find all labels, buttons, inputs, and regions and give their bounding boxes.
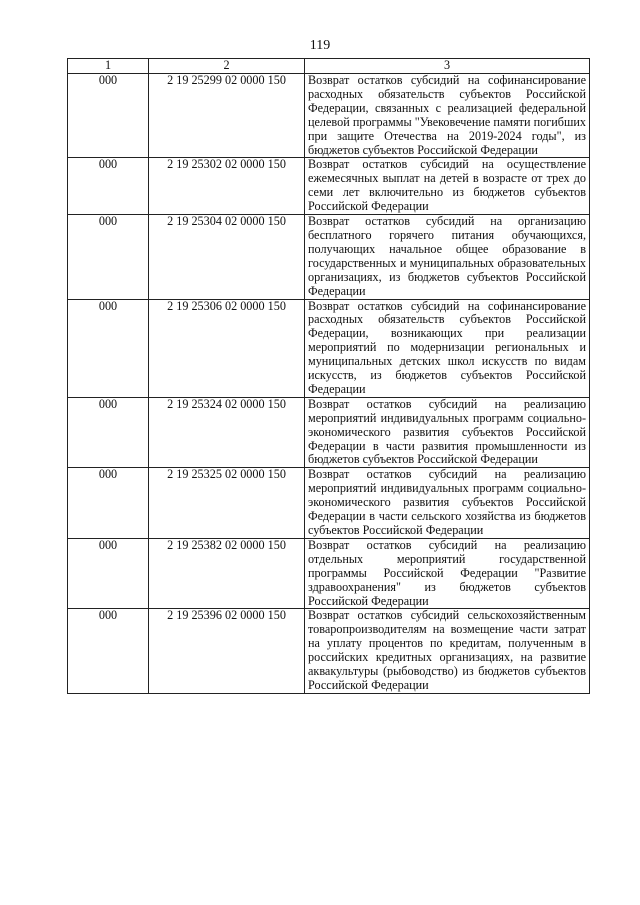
admin-code-cell: 000 [68,397,149,468]
budget-code-cell: 2 19 25306 02 0000 150 [149,299,305,397]
table-row [68,397,590,468]
budget-code-cell: 2 19 25302 02 0000 150 [149,158,305,215]
budget-code-cell: 2 19 25382 02 0000 150 [149,538,305,609]
admin-code-cell: 000 [68,215,149,299]
budget-code-cell: 2 19 25299 02 0000 150 [149,74,305,158]
table-row [68,609,590,693]
column-header-1: 1 [68,59,149,74]
budget-code-cell: 2 19 25325 02 0000 150 [149,468,305,539]
admin-code-cell: 000 [68,468,149,539]
admin-code-cell: 000 [68,538,149,609]
budget-code-cell: 2 19 25396 02 0000 150 [149,609,305,693]
description-cell: Возврат остатков субсидий сельскохозяйственным товаропроизводителям на возмещение части затрат на уплату процентов по кредитам, полученным в российских кредитных организациях, на развитие аквакультуры (рыбоводство) из бюджетов субъектов Российской Федерации [305,609,590,693]
budget-codes-table [67,58,590,694]
table-row [68,158,590,215]
description-cell: Возврат остатков субсидий на софинансирование расходных обязательств субъектов Российской Федерации, связанных с реализацией федеральной целевой программы "Увековечение памяти погибших при защите Отечества на 2019-2024 годы", из бюджетов субъектов Российской Федерации [305,74,590,158]
table-row [68,74,590,158]
description-cell: Возврат остатков субсидий на организацию бесплатного горячего питания обучающихся, получающих начальное общее образование в государственных и муниципальных образовательных организациях, из бюджетов субъектов Российской Федерации [305,215,590,299]
description-cell: Возврат остатков субсидий на софинансирование расходных обязательств субъектов Российской Федерации, возникающих при реализации мероприятий по модернизации региональных и муниципальных детских школ искусств по видам искусств, из бюджетов субъектов Российской Федерации [305,299,590,397]
description-cell: Возврат остатков субсидий на осуществление ежемесячных выплат на детей в возрасте от трех до семи лет включительно из бюджетов субъектов Российской Федерации [305,158,590,215]
description-cell: Возврат остатков субсидий на реализацию отдельных мероприятий государственной программы Российской Федерации "Развитие здравоохранения" из бюджетов субъектов Российской Федерации [305,538,590,609]
table-row [68,215,590,299]
budget-code-cell: 2 19 25324 02 0000 150 [149,397,305,468]
description-cell: Возврат остатков субсидий на реализацию мероприятий индивидуальных программ социально-экономического развития субъектов Российской Федерации в части сельского хозяйства из бюджетов субъектов Российской Федерации [305,468,590,539]
budget-code-cell: 2 19 25304 02 0000 150 [149,215,305,299]
page-number: 119 [309,38,331,53]
table-row [68,538,590,609]
admin-code-cell: 000 [68,158,149,215]
table-header-row [68,59,590,74]
column-header-3: 3 [305,59,590,74]
admin-code-cell: 000 [68,609,149,693]
column-header-2: 2 [149,59,305,74]
table-row [68,468,590,539]
admin-code-cell: 000 [68,74,149,158]
description-cell: Возврат остатков субсидий на реализацию мероприятий индивидуальных программ социально-экономического развития субъектов Российской Федерации в части развития промышленности из бюджетов субъектов Российской Федерации [305,397,590,468]
table-row [68,299,590,397]
admin-code-cell: 000 [68,299,149,397]
